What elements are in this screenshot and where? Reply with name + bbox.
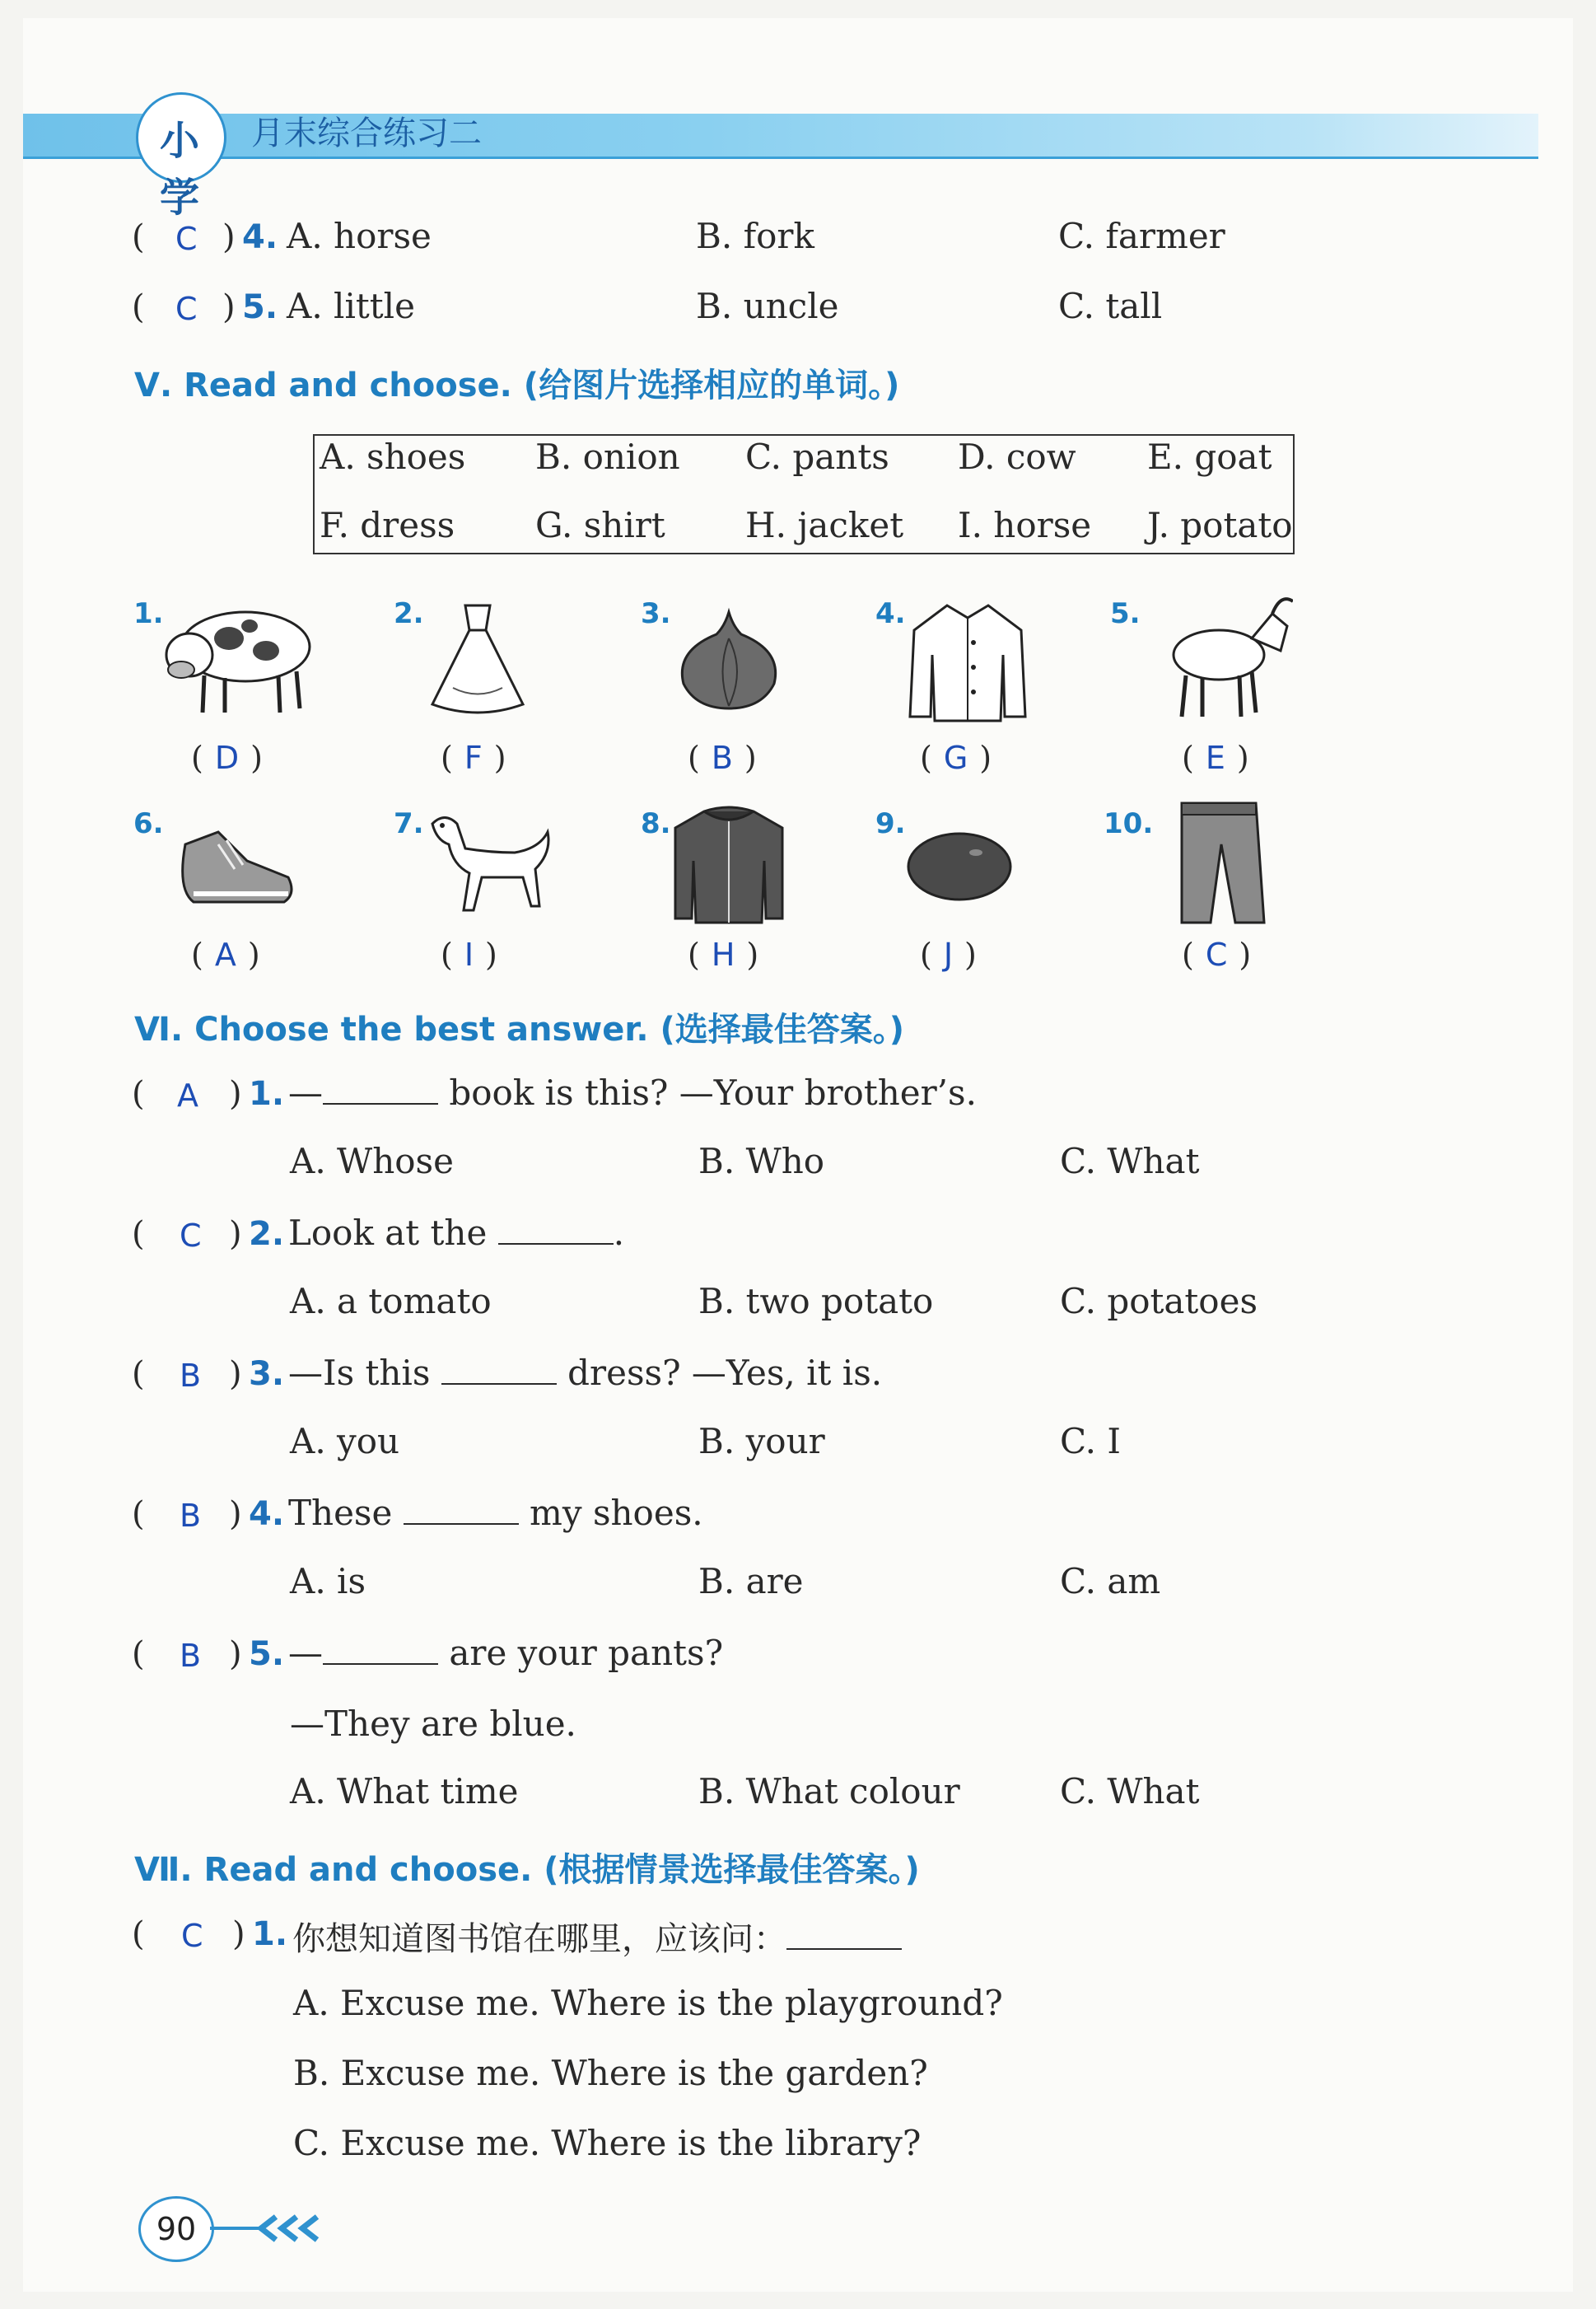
question-2-stem: Look at the . bbox=[288, 1213, 625, 1253]
section-6-title: Ⅵ. Choose the best answer. (选择最佳答案。) bbox=[134, 1011, 905, 1049]
jacket-icon bbox=[671, 803, 786, 927]
option-a: A. a tomato bbox=[290, 1281, 492, 1321]
word-bank-item: G. shirt bbox=[535, 505, 665, 545]
question-number: 3. bbox=[249, 1355, 285, 1393]
option-a: A. is bbox=[290, 1561, 366, 1601]
word-bank-item: H. jacket bbox=[745, 505, 904, 545]
picture-number: 6. bbox=[133, 807, 164, 840]
picture-answer-3: ( B ) bbox=[688, 740, 757, 776]
option-a: A. What time bbox=[290, 1771, 519, 1811]
option-c: C. am bbox=[1060, 1561, 1161, 1601]
logo-text: 小学 bbox=[159, 118, 199, 221]
picture-answer-1: ( D ) bbox=[191, 740, 263, 776]
word-bank-item: D. cow bbox=[958, 437, 1076, 477]
question-5-reply: —They are blue. bbox=[290, 1704, 576, 1744]
question-4-stem: These my shoes. bbox=[288, 1493, 703, 1533]
picture-number: 10. bbox=[1104, 807, 1154, 840]
option-b: B. your bbox=[698, 1421, 825, 1461]
shirt-icon bbox=[906, 597, 1029, 725]
option-c: C. tall bbox=[1058, 286, 1163, 326]
option-c: C. farmer bbox=[1058, 216, 1225, 256]
word-bank-item: I. horse bbox=[958, 505, 1092, 545]
option-a: A. little bbox=[287, 286, 415, 326]
option-a: A. Whose bbox=[290, 1141, 454, 1181]
answer: A bbox=[177, 1077, 198, 1114]
answer: B bbox=[180, 1498, 202, 1534]
cow-icon bbox=[155, 589, 320, 721]
option-b: B. Who bbox=[698, 1141, 825, 1181]
picture-number: 9. bbox=[875, 807, 906, 840]
paren-close: ) bbox=[229, 1215, 242, 1253]
potato-icon bbox=[902, 824, 1017, 906]
paren-open: ( bbox=[132, 1635, 145, 1673]
word-bank-item: B. onion bbox=[535, 437, 680, 477]
option-c: C. potatoes bbox=[1060, 1281, 1258, 1321]
header-band bbox=[23, 114, 1538, 159]
option-c: C. I bbox=[1060, 1421, 1121, 1461]
paren-close: ) bbox=[229, 1495, 242, 1533]
picture-answer-2: ( F ) bbox=[441, 740, 506, 776]
paren-close: ) bbox=[232, 1915, 245, 1953]
answer: C bbox=[175, 221, 198, 257]
section-7-title: Ⅶ. Read and choose. (根据情景选择最佳答案。) bbox=[134, 1851, 920, 1889]
picture-number: 7. bbox=[394, 807, 424, 840]
option-c: C. Excuse me. Where is the library? bbox=[293, 2123, 922, 2163]
question-number: 4. bbox=[249, 1495, 285, 1533]
option-c: C. What bbox=[1060, 1141, 1200, 1181]
picture-answer-8: ( H ) bbox=[688, 937, 759, 973]
shoe-icon bbox=[169, 811, 301, 918]
answer: B bbox=[180, 1358, 202, 1394]
word-bank-item: J. potato bbox=[1147, 505, 1293, 545]
option-b: B. What colour bbox=[698, 1771, 960, 1811]
answer: C bbox=[181, 1918, 203, 1954]
paren-close: ) bbox=[229, 1075, 242, 1113]
picture-answer-10: ( C ) bbox=[1182, 937, 1252, 973]
paren-open: ( bbox=[132, 1355, 145, 1393]
paren-open: ( bbox=[132, 288, 145, 326]
word-bank-item: C. pants bbox=[745, 437, 889, 477]
option-a: A. Excuse me. Where is the playground? bbox=[293, 1983, 1003, 2023]
picture-number: 8. bbox=[641, 807, 671, 840]
section-5-title: Ⅴ. Read and choose. (给图片选择相应的单词。) bbox=[134, 367, 900, 404]
paren-close: ) bbox=[222, 218, 236, 256]
answer: C bbox=[180, 1218, 202, 1254]
paren-open: ( bbox=[132, 1495, 145, 1533]
word-bank-item: E. goat bbox=[1147, 437, 1272, 477]
picture-answer-6: ( A ) bbox=[191, 937, 260, 973]
pants-icon bbox=[1174, 795, 1272, 931]
picture-answer-4: ( G ) bbox=[920, 740, 992, 776]
question-number: 2. bbox=[249, 1215, 285, 1253]
question-5-stem: — are your pants? bbox=[288, 1633, 724, 1673]
arrow-decoration-icon bbox=[210, 2212, 334, 2245]
answer: C bbox=[175, 291, 198, 327]
paren-close: ) bbox=[222, 288, 236, 326]
page-number: 90 bbox=[138, 2196, 214, 2262]
option-b: B. are bbox=[698, 1561, 804, 1601]
answer: B bbox=[180, 1638, 202, 1674]
option-b: B. two potato bbox=[698, 1281, 934, 1321]
option-b: B. uncle bbox=[696, 286, 839, 326]
word-bank-item: F. dress bbox=[320, 505, 455, 545]
picture-number: 2. bbox=[394, 597, 424, 630]
picture-number: 1. bbox=[133, 597, 164, 630]
option-b: B. Excuse me. Where is the garden? bbox=[293, 2053, 928, 2093]
paren-close: ) bbox=[229, 1355, 242, 1393]
picture-answer-5: ( E ) bbox=[1182, 740, 1249, 776]
horse-icon bbox=[416, 807, 556, 931]
situation-prompt: 你想知道图书馆在哪里，应该问： bbox=[292, 1913, 902, 1960]
question-1-stem: — book is this? —Your brother’s. bbox=[288, 1073, 977, 1113]
dress-icon bbox=[420, 597, 535, 721]
picture-number: 3. bbox=[641, 597, 671, 630]
option-a: A. horse bbox=[287, 216, 432, 256]
question-number: 5. bbox=[249, 1635, 285, 1673]
paren-open: ( bbox=[132, 1075, 145, 1113]
word-bank-item: A. shoes bbox=[320, 437, 466, 477]
paren-open: ( bbox=[132, 218, 145, 256]
question-3-stem: —Is this dress? —Yes, it is. bbox=[288, 1353, 883, 1393]
option-b: B. fork bbox=[696, 216, 814, 256]
paren-open: ( bbox=[132, 1915, 145, 1953]
picture-answer-9: ( J ) bbox=[920, 937, 977, 973]
picture-answer-7: ( I ) bbox=[441, 937, 497, 973]
question-number: 1. bbox=[252, 1915, 288, 1953]
header-title: 月末综合练习二 bbox=[251, 115, 482, 152]
item-number: 5. bbox=[242, 288, 278, 326]
option-c: C. What bbox=[1060, 1771, 1200, 1811]
paren-open: ( bbox=[132, 1215, 145, 1253]
paren-close: ) bbox=[229, 1635, 242, 1673]
picture-number: 5. bbox=[1110, 597, 1141, 630]
item-number: 4. bbox=[242, 218, 278, 256]
option-a: A. you bbox=[290, 1421, 400, 1461]
goat-icon bbox=[1157, 589, 1293, 725]
question-number: 1. bbox=[249, 1075, 285, 1113]
onion-icon bbox=[667, 605, 791, 713]
picture-number: 4. bbox=[875, 597, 906, 630]
